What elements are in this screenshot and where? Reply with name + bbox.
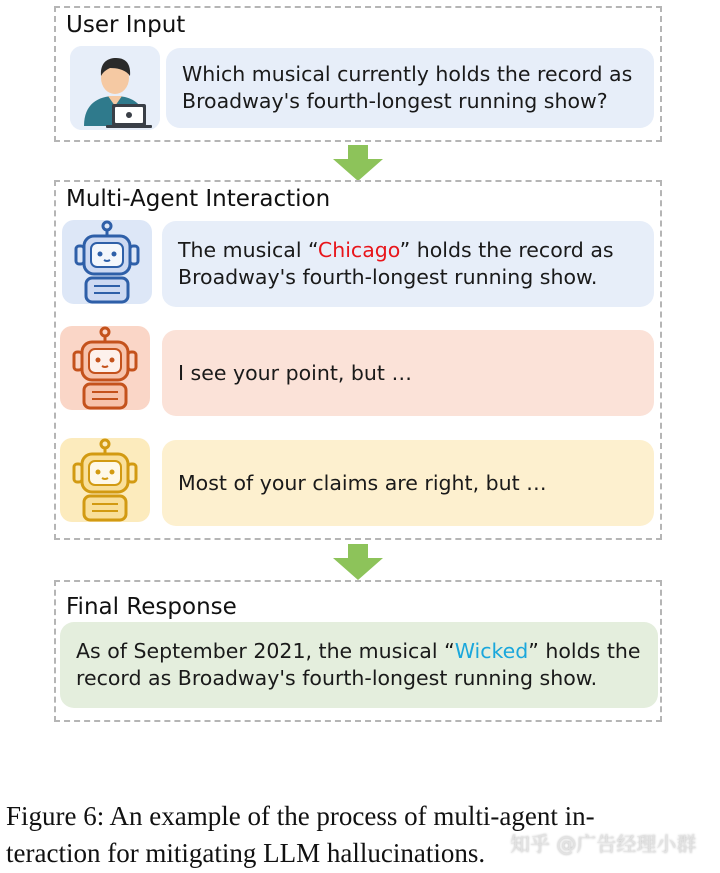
robot-blue-icon bbox=[62, 220, 152, 304]
down-arrow-icon bbox=[333, 544, 383, 580]
final-response-bubble bbox=[60, 622, 658, 708]
caption-line-2: teraction for mitigating LLM hallucinations. bbox=[6, 838, 486, 868]
agent-3-text: Most of your claims are right, but … bbox=[178, 470, 547, 495]
agent-1-bubble bbox=[162, 221, 654, 307]
agent-2-avatar bbox=[60, 326, 150, 410]
user-question-bubble bbox=[166, 48, 654, 128]
final-text-pre: As of September 2021, the musical “ bbox=[76, 639, 455, 663]
final-highlight-wicked: Wicked bbox=[454, 639, 529, 663]
agent-1-avatar bbox=[62, 220, 152, 304]
agent-1-text-pre: The musical “ bbox=[178, 238, 318, 262]
question-line-2: Broadway's fourth-longest running show? bbox=[182, 89, 608, 113]
agent-1-line-2: Broadway's fourth-longest running show. bbox=[178, 265, 598, 289]
down-arrow-icon bbox=[333, 145, 383, 181]
agent-1-highlight-chicago: Chicago bbox=[317, 238, 400, 262]
user-avatar bbox=[70, 46, 160, 130]
robot-yellow-icon bbox=[60, 438, 150, 522]
agent-2-bubble bbox=[162, 330, 654, 416]
user-input-title: User Input bbox=[66, 12, 186, 38]
question-line-1: Which musical currently holds the record as bbox=[182, 62, 633, 86]
agent-3-bubble bbox=[162, 440, 654, 526]
watermark: 知乎 @广告经理小群 bbox=[510, 832, 697, 856]
final-line-2: record as Broadway's fourth-longest running show. bbox=[76, 666, 598, 690]
final-text-post: ” holds the bbox=[528, 639, 641, 663]
multi-agent-title: Multi-Agent Interaction bbox=[66, 186, 331, 212]
agent-3-avatar bbox=[60, 438, 150, 522]
user-with-laptop-icon bbox=[70, 46, 160, 130]
agent-1-text-post: ” holds the record as bbox=[399, 238, 614, 262]
caption-line-1: Figure 6: An example of the process of multi-agent in- bbox=[6, 801, 595, 831]
agent-2-text: I see your point, but … bbox=[178, 360, 412, 385]
robot-orange-icon bbox=[60, 326, 150, 410]
final-response-title: Final Response bbox=[66, 594, 237, 620]
